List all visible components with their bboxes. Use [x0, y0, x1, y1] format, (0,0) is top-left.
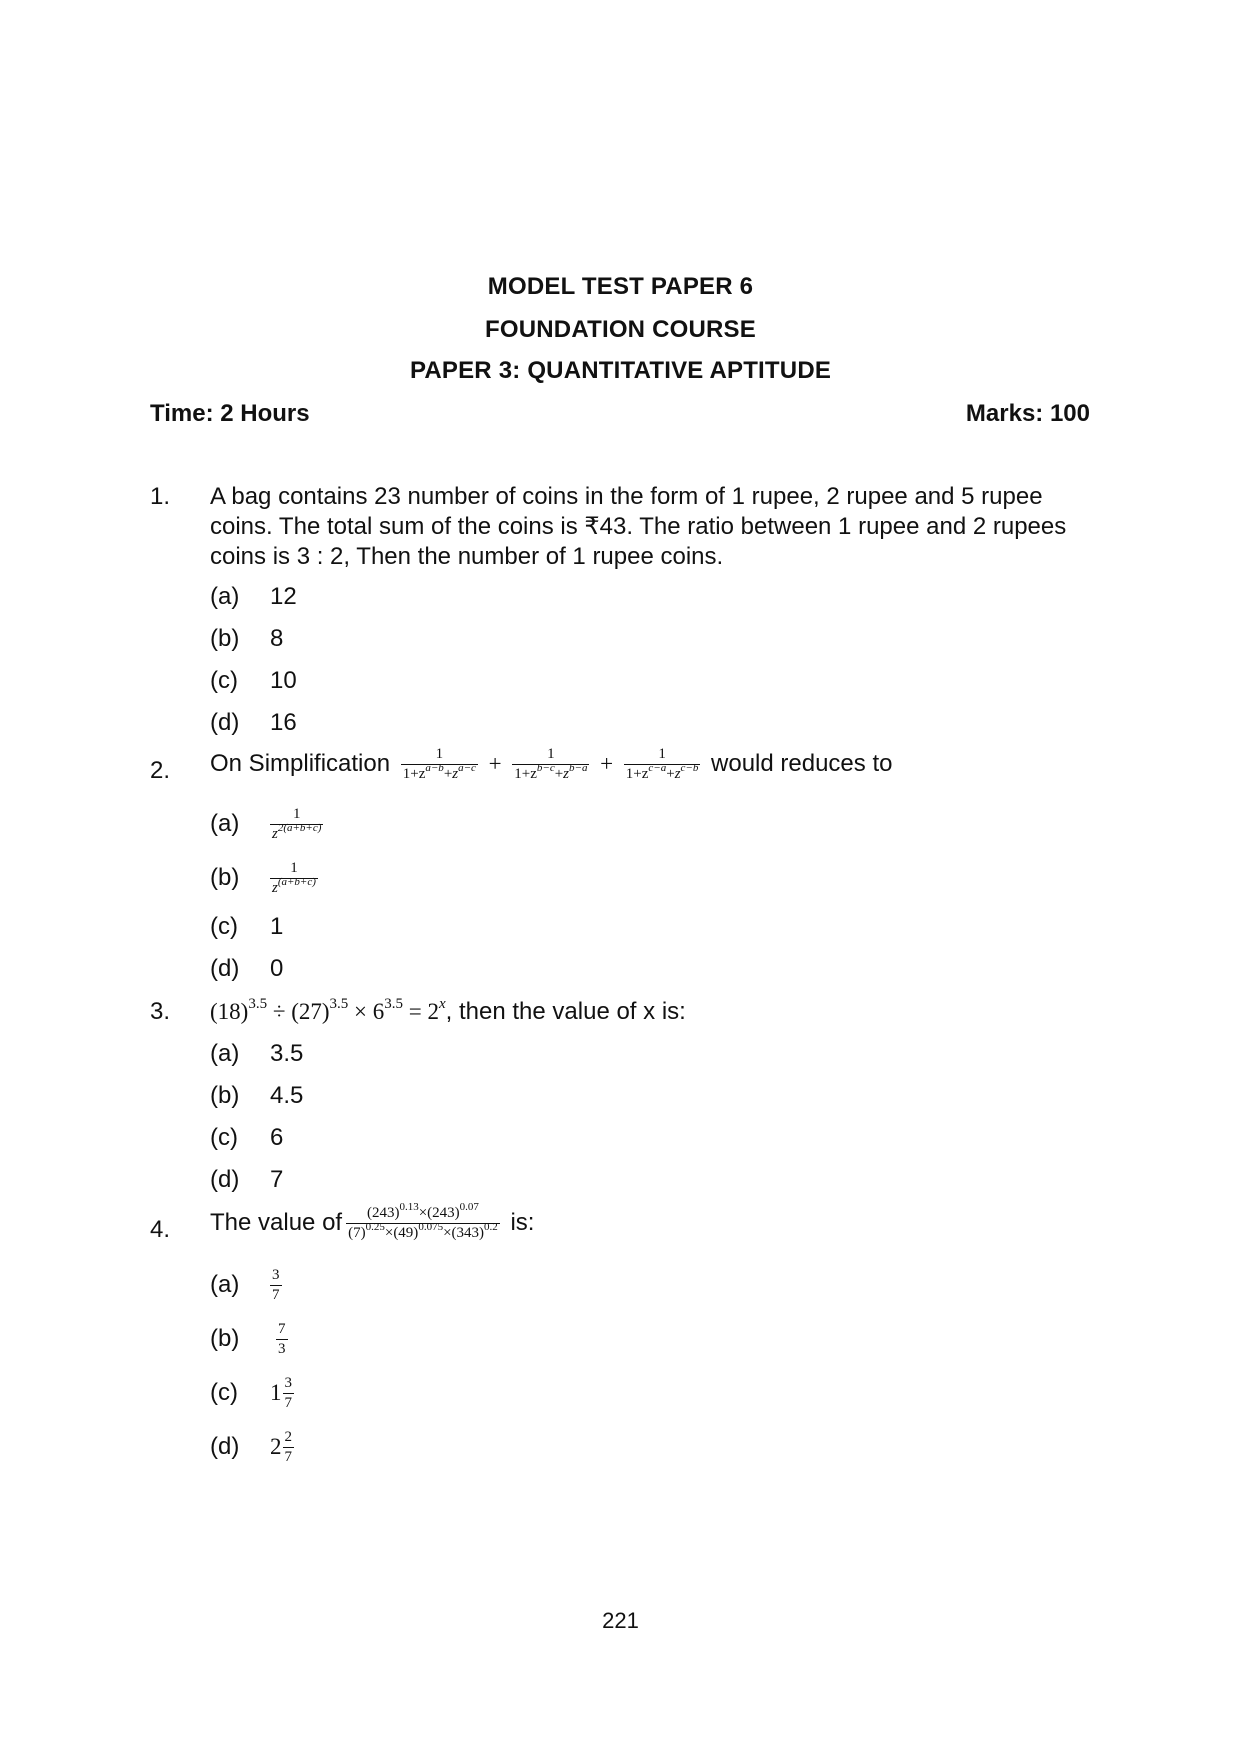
option-b: [210, 1081, 303, 1111]
option-label: (c): [210, 1124, 238, 1151]
option-fraction: $\frac{1}{z^{2(a+b+c)}}$: [272, 806, 322, 842]
option-fraction: $\frac{2}{7}$: [284, 1429, 292, 1465]
option-label: (a): [210, 583, 240, 610]
option-label: (a): [210, 1270, 240, 1298]
option-fraction: $\frac{7}{3}$: [278, 1321, 286, 1357]
option-value: 7: [270, 1166, 284, 1193]
question-number: 4.: [150, 1216, 171, 1243]
option-label: (d): [210, 1432, 240, 1460]
option-label: (a): [210, 1040, 240, 1067]
question-fraction: $\frac{(243)^{0.13}\times(243)^{0.07}}{(7)^{0.25}\times(49)^{0.075}\times(343)^{0.2}}$: [348, 1201, 498, 1241]
option-b: [210, 624, 283, 654]
option-d: [210, 954, 283, 984]
paper-title: MODEL TEST PAPER 6: [487, 273, 754, 300]
question-text: [210, 746, 1110, 783]
option-label: (b): [210, 625, 240, 652]
option-value: 6: [270, 1124, 284, 1151]
fraction-term-3: $\frac{1}{1+z^{c-a}+z^{c-b}}$: [625, 746, 699, 782]
option-a: [210, 806, 327, 843]
option-label: (b): [210, 863, 240, 891]
option-label: (d): [210, 955, 240, 982]
question-prefix: On Simplification: [210, 749, 391, 777]
option-b: [210, 1321, 292, 1358]
option-a: [210, 582, 297, 612]
plus-sign: +: [488, 750, 502, 776]
option-d: [210, 1429, 298, 1466]
option-value: 3.5: [270, 1040, 304, 1067]
option-a: [210, 1039, 303, 1069]
question-number: 1.: [150, 483, 171, 510]
question-text: [210, 997, 1110, 1027]
plus-sign: +: [600, 750, 614, 776]
option-label: (b): [210, 1324, 240, 1352]
question-number: 3.: [150, 998, 171, 1025]
mixed-whole: 2: [270, 1433, 282, 1459]
course-name: FOUNDATION COURSE: [485, 316, 756, 343]
option-label: (d): [210, 1166, 240, 1193]
question-suffix: , then the value of x is:: [445, 998, 686, 1025]
option-value: 1: [270, 913, 284, 940]
question-expression: $(18)^{3.5} \div (27)^{3.5} \times 6^{3.5} = 2^x$: [210, 996, 446, 1024]
page-number: 221: [602, 1608, 639, 1633]
time-allowed: Time: 2 Hours: [150, 400, 310, 427]
option-label: (a): [210, 809, 240, 837]
option-a: [210, 1267, 286, 1304]
option-d: [210, 708, 297, 738]
option-c: [210, 912, 283, 942]
option-value: 12: [270, 583, 297, 610]
fraction-term-1: $\frac{1}{1+z^{a-b}+z^{a-c}}$: [402, 746, 476, 782]
mixed-whole: 1: [270, 1379, 282, 1405]
question-suffix: is:: [510, 1208, 535, 1236]
paper-subject: PAPER 3: QUANTITATIVE APTITUDE: [409, 357, 832, 384]
option-label: (d): [210, 709, 240, 736]
option-value: 8: [270, 625, 284, 652]
fraction-term-2: $\frac{1}{1+z^{b-c}+z^{b-a}}$: [514, 746, 588, 782]
option-b: [210, 860, 322, 897]
option-value: 4.5: [270, 1082, 304, 1109]
question-number: 2.: [150, 757, 171, 784]
option-fraction: $\frac{3}{7}$: [284, 1375, 292, 1411]
question-text: [210, 1201, 1110, 1242]
option-c: [210, 1123, 283, 1153]
total-marks: Marks: 100: [965, 400, 1090, 427]
option-fraction: $\frac{3}{7}$: [272, 1267, 280, 1303]
option-d: [210, 1165, 283, 1195]
option-c: [210, 666, 297, 696]
question-text: A bag contains 23 number of coins in the form of 1 rupee, 2 rupee and 5 rupee coins. The total sum of the coins is ₹43. The ratio between 1 rupee and 2 rupees coins is 3 : 2, Then the number of 1 rupee coins.: [210, 483, 1067, 570]
option-label: (c): [210, 1378, 238, 1406]
option-label: (c): [210, 913, 238, 940]
option-c: [210, 1375, 298, 1412]
option-value: 10: [270, 667, 297, 694]
option-value: 16: [270, 709, 297, 736]
question-prefix: The value of: [210, 1208, 343, 1236]
option-label: (c): [210, 667, 238, 694]
question-suffix: would reduces to: [711, 749, 893, 777]
option-label: (b): [210, 1082, 240, 1109]
option-value: 0: [270, 955, 284, 982]
option-fraction: $\frac{1}{z^{(a+b+c)}}$: [272, 860, 316, 896]
